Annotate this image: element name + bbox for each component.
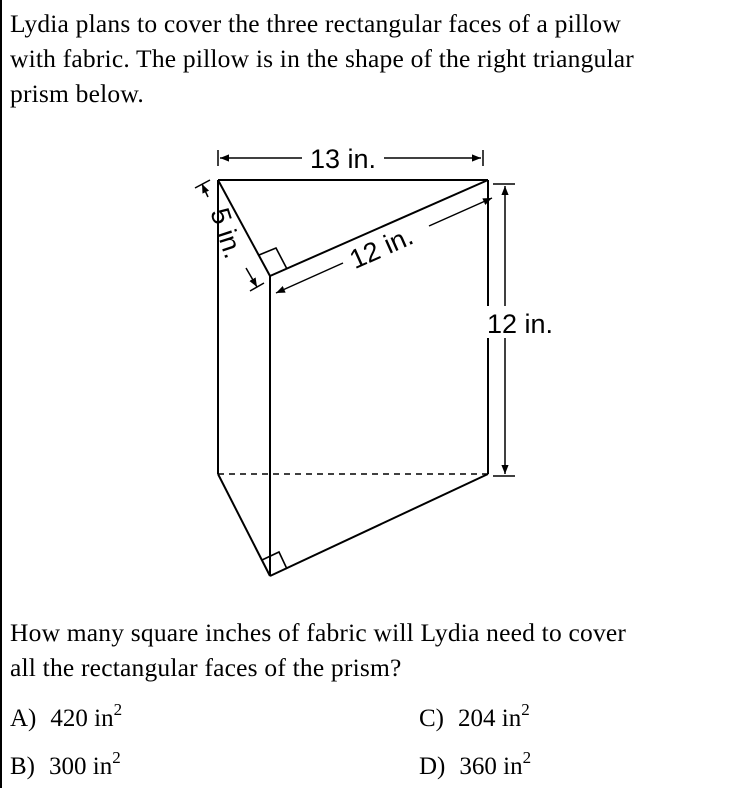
- stem-line: prism below.: [10, 79, 144, 108]
- dimension-12-height: [485, 184, 557, 476]
- choice-value: 204 in: [458, 705, 522, 732]
- dimension-5: [195, 180, 264, 291]
- choice-exponent: 2: [522, 748, 532, 767]
- bottom-long-edge: [270, 474, 488, 576]
- choice-value: 420 in: [50, 705, 114, 732]
- choice-letter: B): [10, 753, 35, 780]
- choice-exponent: 2: [521, 700, 530, 719]
- choice-letter: A): [10, 705, 37, 732]
- choice-exponent: 2: [112, 748, 121, 767]
- prism-edges: [218, 180, 488, 576]
- stem-line: Lydia plans to cover the three rectangular faces of a pillow: [10, 9, 622, 38]
- dimension-12-diagonal: [276, 198, 492, 293]
- dimension-13: [218, 144, 483, 174]
- label-13-in: 13 in.: [309, 144, 377, 174]
- problem-question: [10, 615, 732, 685]
- bottom-short-edge: [218, 474, 270, 576]
- answer-choice-b[interactable]: [10, 748, 121, 782]
- answer-choice-a[interactable]: [10, 700, 123, 734]
- choice-letter: D): [419, 753, 446, 780]
- answer-choice-d[interactable]: [419, 748, 532, 782]
- label-12-in-diagonal: 12 in.: [345, 220, 418, 275]
- label-12-in-height: 12 in.: [487, 309, 554, 339]
- answer-choice-c[interactable]: [419, 700, 530, 734]
- choice-value: 360 in: [459, 753, 523, 780]
- question-line: How many square inches of fabric will Lydia need to cover: [10, 618, 627, 647]
- question-line: all the rectangular faces of the prism?: [10, 653, 402, 682]
- stem-line: with fabric. The pillow is in the shape of the right triangular: [10, 44, 634, 73]
- right-angle-mark-top: [259, 248, 287, 269]
- choice-letter: C): [419, 705, 444, 732]
- choice-exponent: 2: [113, 700, 123, 719]
- label-5-in: 5 in.: [204, 204, 249, 263]
- choice-value: 300 in: [49, 753, 113, 780]
